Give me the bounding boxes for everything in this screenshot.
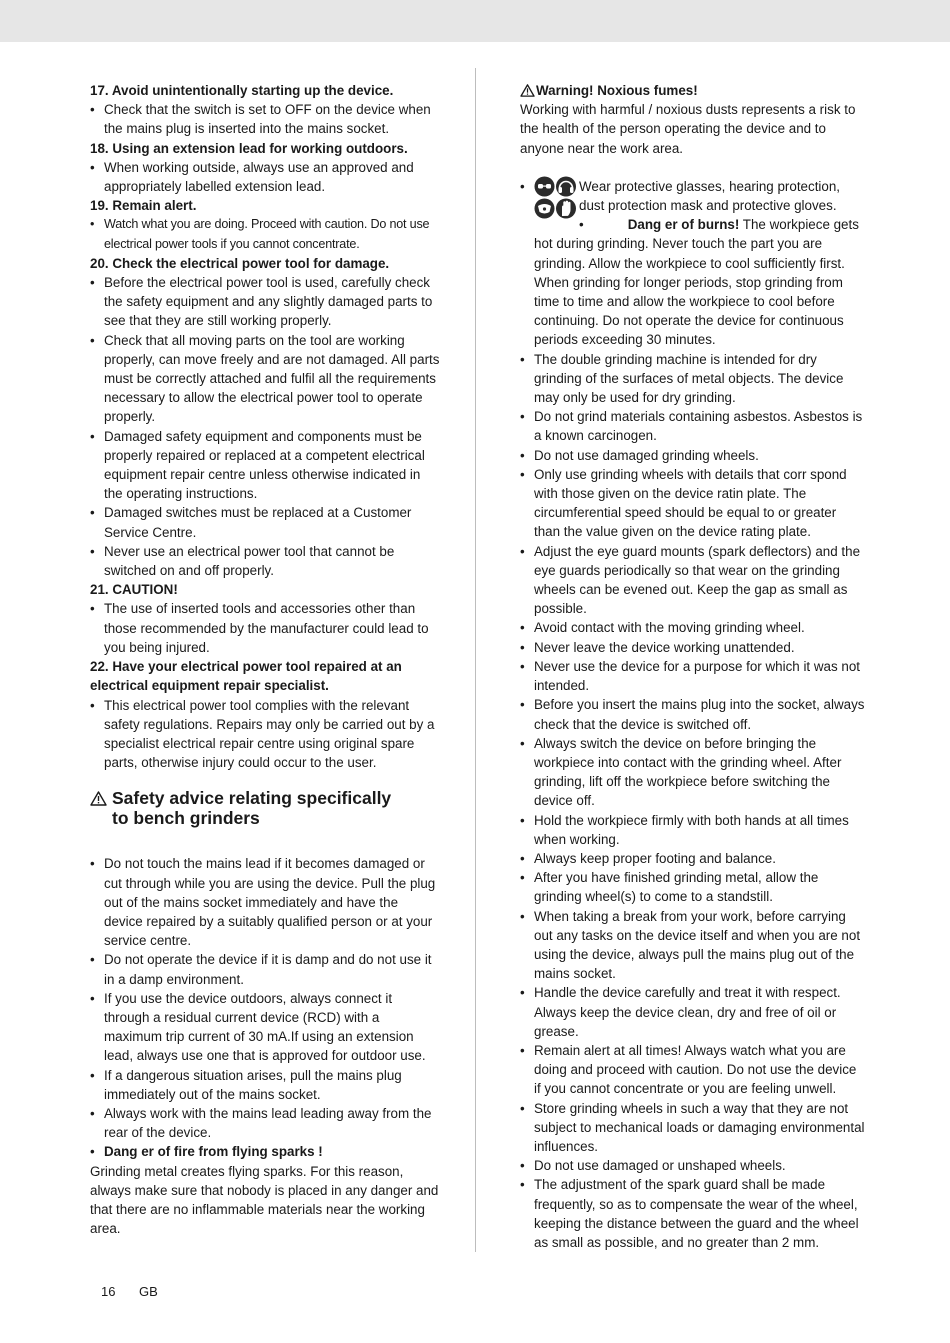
list-item: • Damaged switches must be replaced at a Customer Service Centre. bbox=[90, 505, 412, 540]
fumes-warning-text: Working with harmful / noxious dusts represents a risk to the health of the person operating the device and to anyone near the work area. bbox=[520, 102, 856, 156]
burns-warning-heading: Dang er of burns! bbox=[627, 217, 740, 233]
section-heading: 20. Check the electrical power tool for damage. bbox=[90, 255, 390, 271]
list-item: • Watch what you are doing. Proceed with caution. Do not use electrical power tools if you cannot concentrate. bbox=[90, 217, 430, 251]
list-item: • Check that the switch is set to OFF on the device when the mains plug is inserted into the mains socket. bbox=[90, 102, 431, 137]
list-item: • Always work with the mains lead leading away from the rear of the device. bbox=[90, 1105, 432, 1141]
list-item: • Dang er of burns! The workpiece gets hot during grinding. Never touch the part you are grinding. Allow the workpiece to cool sufficiently first. When grinding for longer periods, stop grinding from time to time and allow the workpiece to cool before continuing. Do not operate the device for continuous periods exceeding 30 minutes. bbox=[534, 217, 859, 348]
list-item: • After you have finished grinding metal, allow the grinding wheel(s) to come to a standstill. bbox=[520, 870, 819, 905]
list-item: • Avoid contact with the moving grinding wheel. bbox=[520, 620, 805, 636]
page-number: 16 bbox=[101, 1284, 116, 1299]
list-item: • Never leave the device working unattended. bbox=[520, 639, 795, 655]
section-heading: 21. CAUTION! bbox=[90, 582, 178, 598]
section-heading: 17. Avoid unintentionally starting up the device. bbox=[90, 83, 394, 98]
ppe-text: Wear protective glasses, hearing protection, dust protection mask and protective gloves. bbox=[579, 178, 841, 214]
list-item: • Before the electrical power tool is used, carefully check the safety equipment and any slightly damaged parts to see that they are still working properly. bbox=[90, 275, 433, 329]
list-item: • The double grinding machine is intended for dry grinding of the surfaces of metal objects. The device may only be used for dry grinding. bbox=[520, 351, 844, 406]
warning-triangle-icon bbox=[90, 789, 112, 811]
list-item: • Do not use damaged or unshaped wheels. bbox=[520, 1158, 786, 1174]
column-divider bbox=[475, 68, 476, 1252]
language-code: GB bbox=[139, 1284, 158, 1299]
list-item: • Check that all moving parts on the tool are working properly, can move freely and are not damaged. All parts must be correctly attached and fulfil all the requirements necessary to allow the electrical power tool to operate properly. bbox=[90, 332, 440, 425]
left-column bbox=[90, 81, 440, 1238]
fire-warning-text: Grinding metal creates flying sparks. For this reason, always make sure that nobody is placed in any danger and that there are no inflammable materials near the working area. bbox=[90, 1163, 439, 1237]
hearing-protection-icon bbox=[556, 176, 576, 196]
list-item: • When taking a break from your work, before carrying out any tasks on the device itself and when you are not using the device, always pull the mains plug out of the mains socket. bbox=[520, 908, 861, 982]
page-footer bbox=[101, 1283, 158, 1301]
list-item: • Handle the device carefully and treat it with respect. Always keep the device clean, dry and free of oil or grease. bbox=[520, 985, 841, 1039]
section-heading: 19. Remain alert. bbox=[90, 198, 197, 214]
list-item: • Do not operate the device if it is damp and do not use it in a damp environment. bbox=[90, 952, 432, 987]
list-item: • When working outside, always use an approved and appropriately labelled extension lead. bbox=[90, 159, 414, 195]
fumes-warning-heading: Warning! Noxious fumes! bbox=[520, 81, 865, 100]
burns-warning-text: The workpiece gets hot during grinding. Never touch the part you are grinding. Allow the workpiece to cool sufficiently first. When grinding for longer periods, stop grinding from time to time and allow the workpiece to cool before continuing. Do not operate the device for continuous periods exceeding 30 minutes. bbox=[534, 217, 859, 348]
list-item: • Always keep proper footing and balance. bbox=[520, 850, 776, 866]
list-item: • Hold the workpiece firmly with both hands at all times when working. bbox=[520, 812, 849, 847]
list-item: • Do not touch the mains lead if it becomes damaged or cut through while you are using the device. Pull the plug out of the mains socket immediately and have the device repaired by a suitably qualified person or at your service centre. bbox=[90, 856, 436, 949]
bench-grinder-section-title bbox=[90, 789, 440, 828]
list-item: • Adjust the eye guard mounts (spark deflectors) and the eye guards periodically so that wear on the grinding wheels can be evened out. Keep the gap as small as possible. bbox=[520, 543, 861, 617]
section-title-line: to bench grinders bbox=[112, 807, 260, 828]
section-heading: 22. Have your electrical power tool repaired at an electrical equipment repair specialist. bbox=[90, 659, 402, 694]
list-item: • Always switch the device on before bringing the workpiece into contact with the grinding wheel. After grinding, lift off the workpiece before switching the device off. bbox=[520, 735, 842, 809]
ppe-icons bbox=[534, 176, 577, 220]
list-item: • Damaged safety equipment and components must be properly repaired or replaced at a competent electrical equipment repair centre unless otherwise indicated in the operating instructions. bbox=[90, 428, 425, 502]
list-item: • Before you insert the mains plug into the socket, always check that the device is switched off. bbox=[520, 697, 865, 732]
list-item: • Do not use damaged grinding wheels. bbox=[520, 447, 759, 463]
section-heading: 18. Using an extension lead for working outdoors. bbox=[90, 140, 408, 156]
list-item: • This electrical power tool complies with the relevant safety regulations. Repairs may only be carried out by a specialist electrical repair centre using original spare parts, otherwise injury could occur to the user. bbox=[90, 697, 435, 771]
right-column bbox=[520, 81, 865, 1252]
warning-triangle-icon bbox=[520, 84, 535, 97]
list-item: • Store grinding wheels in such a way that they are not subject to mechanical loads or damaging environmental influences. bbox=[520, 1100, 865, 1154]
list-item: • Wear protective glasses, hearing protection, dust protection mask and protective gloves. bbox=[520, 177, 865, 215]
top-band bbox=[0, 0, 950, 42]
list-item: • Do not grind materials containing asbestos. Asbestos is a known carcinogen. bbox=[520, 409, 863, 444]
list-item: • The use of inserted tools and accessories other than those recommended by the manufacturer could lead to you being injured. bbox=[90, 601, 429, 655]
list-item: • Only use grinding wheels with details that corr spond with those given on the device ratin plate. The circumferential speed should be equal to or greater than the value given on the device rating plate. bbox=[520, 466, 847, 540]
fire-warning-heading: Dang er of fire from flying sparks ! bbox=[104, 1144, 323, 1160]
list-item: • Never use the device for a purpose for which it was not intended. bbox=[520, 658, 861, 694]
list-item: • If you use the device outdoors, always connect it through a residual current device (RCD) with a maximum trip current of 30 mA.If using an extension lead, always use one that is approved for outdoor use. bbox=[90, 990, 426, 1064]
list-item: • The adjustment of the spark guard shall be made frequently, so as to compensate the wear of the wheel, keeping the distance between the guard and the wheel as small as possible, and no greater than 2 mm. bbox=[520, 1177, 859, 1250]
list-item: • Remain alert at all times! Always watch what you are doing and proceed with caution. Do not use the device if you cannot concentrate or you are feeling unwell. bbox=[520, 1042, 857, 1097]
section-title-line: Safety advice relating specifically bbox=[112, 788, 392, 809]
list-item: • If a dangerous situation arises, pull the mains plug immediately out of the mains socket. bbox=[90, 1067, 402, 1102]
list-item: • Dang er of fire from flying sparks ! bbox=[90, 1144, 323, 1160]
list-item: • Never use an electrical power tool that cannot be switched on and off properly. bbox=[90, 543, 395, 579]
eye-protection-icon bbox=[535, 176, 555, 196]
